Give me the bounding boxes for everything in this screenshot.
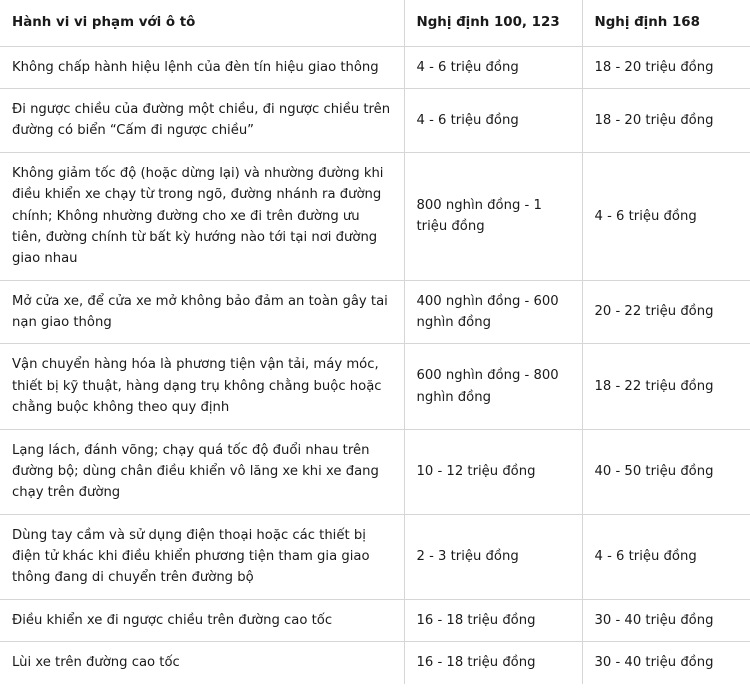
table-header-row [0,0,750,46]
table-row [0,46,750,88]
table-row [0,152,750,280]
fine-decree-100-123: 10 - 12 triệu đồng [404,429,582,514]
fine-decree-168: 4 - 6 triệu đồng [582,152,750,280]
column-header-decree-168: Nghị định 168 [582,0,750,46]
table-body [0,46,750,683]
violation-description: Đi ngược chiều của đường một chiều, đi ngược chiều trên đường có biển “Cấm đi ngược chiều” [0,89,404,153]
column-header-decree-100-123: Nghị định 100, 123 [404,0,582,46]
column-header-violation: Hành vi vi phạm với ô tô [0,0,404,46]
table-row [0,280,750,344]
fine-decree-100-123: 400 nghìn đồng - 600 nghìn đồng [404,280,582,344]
fine-decree-168: 4 - 6 triệu đồng [582,514,750,599]
table-row [0,599,750,641]
fine-decree-168: 18 - 20 triệu đồng [582,46,750,88]
violation-description: Mở cửa xe, để cửa xe mở không bảo đảm an toàn gây tai nạn giao thông [0,280,404,344]
fine-decree-100-123: 4 - 6 triệu đồng [404,89,582,153]
violation-description: Lạng lách, đánh võng; chạy quá tốc độ đuổi nhau trên đường bộ; dùng chân điều khiển vô lăng xe khi xe đang chạy trên đường [0,429,404,514]
violation-description: Lùi xe trên đường cao tốc [0,642,404,684]
table-header [0,0,750,46]
fine-decree-168: 18 - 22 triệu đồng [582,344,750,429]
table-row [0,344,750,429]
fine-decree-168: 40 - 50 triệu đồng [582,429,750,514]
violation-description: Dùng tay cầm và sử dụng điện thoại hoặc các thiết bị điện tử khác khi điều khiển phương tiện tham gia giao thông đang di chuyển trên đường bộ [0,514,404,599]
violation-description: Điều khiển xe đi ngược chiều trên đường cao tốc [0,599,404,641]
fine-decree-100-123: 4 - 6 triệu đồng [404,46,582,88]
fine-decree-168: 20 - 22 triệu đồng [582,280,750,344]
violation-description: Không giảm tốc độ (hoặc dừng lại) và nhường đường khi điều khiển xe chạy từ trong ngõ, đường nhánh ra đường chính; Không nhường đường cho xe đi trên đường ưu tiên, đường chính từ bất kỳ hướng nào tới tại nơi đường giao nhau [0,152,404,280]
table-row [0,429,750,514]
fine-decree-100-123: 16 - 18 triệu đồng [404,599,582,641]
violation-description: Không chấp hành hiệu lệnh của đèn tín hiệu giao thông [0,46,404,88]
fine-decree-168: 18 - 20 triệu đồng [582,89,750,153]
table-row [0,89,750,153]
fine-decree-100-123: 2 - 3 triệu đồng [404,514,582,599]
table-row [0,642,750,684]
fine-decree-100-123: 800 nghìn đồng - 1 triệu đồng [404,152,582,280]
fine-decree-100-123: 16 - 18 triệu đồng [404,642,582,684]
fine-decree-168: 30 - 40 triệu đồng [582,599,750,641]
table-row [0,514,750,599]
violation-description: Vận chuyển hàng hóa là phương tiện vận tải, máy móc, thiết bị kỹ thuật, hàng dạng trụ không chằng buộc hoặc chằng buộc không theo quy định [0,344,404,429]
fine-decree-100-123: 600 nghìn đồng - 800 nghìn đồng [404,344,582,429]
fine-decree-168: 30 - 40 triệu đồng [582,642,750,684]
